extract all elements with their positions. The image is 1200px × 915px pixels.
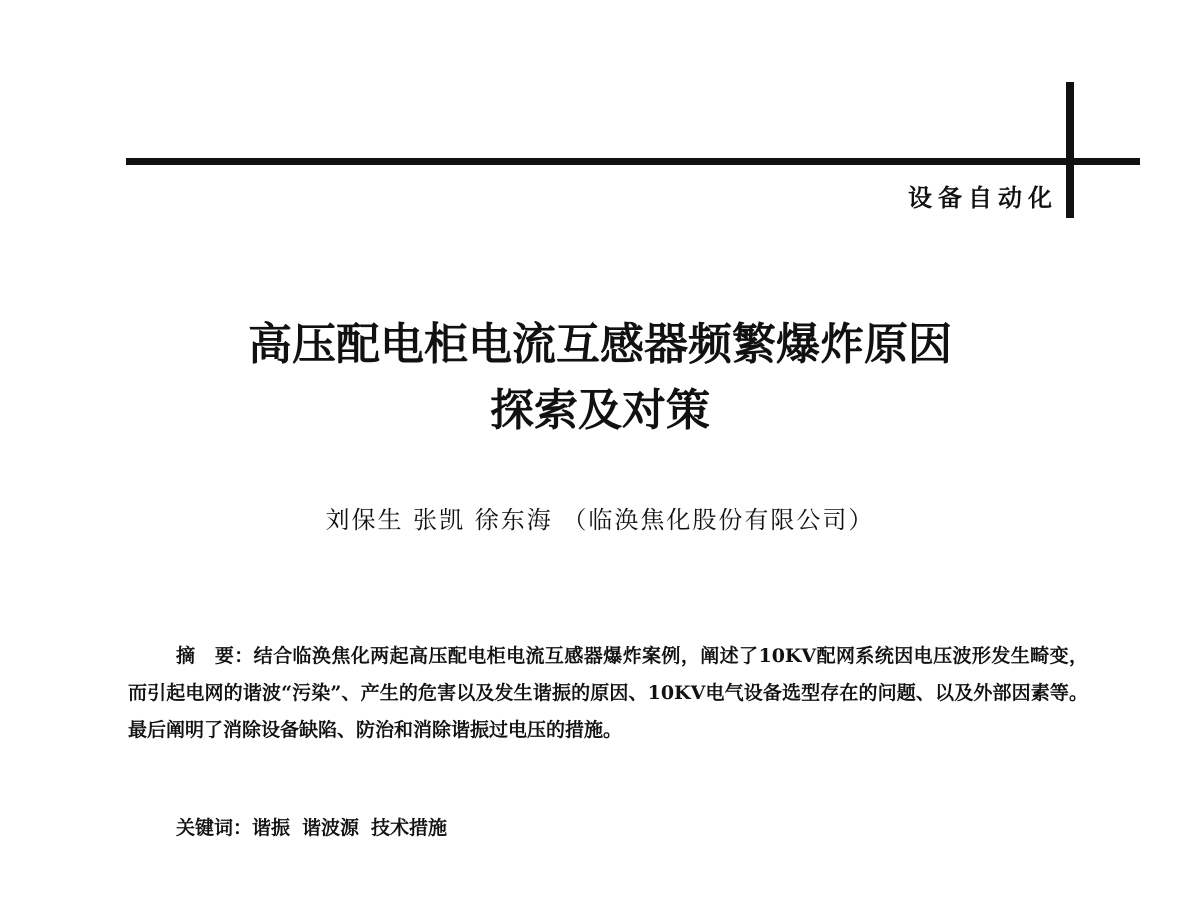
- paper-title-line-1: 高压配电柜电流互感器频繁爆炸原因: [248, 319, 952, 370]
- keyword-item: 谐波源: [302, 817, 360, 839]
- keywords-list: [252, 817, 459, 839]
- header-rule-horizontal: [126, 158, 1140, 165]
- keywords-label: 关键词：: [176, 817, 253, 839]
- abstract: [128, 638, 1088, 749]
- abstract-label: 摘 要：: [176, 645, 254, 667]
- keywords: [176, 813, 459, 840]
- abstract-text: 结合临涣焦化两起高压配电柜电流互感器爆炸案例，阐述了10KV配网系统因电压波形发生畸变，而引起电网的谐波“污染”、产生的危害以及发生谐振的原因、10KV电气设备选型存在的问题、以及外部因素等。最后阐明了消除设备缺陷、防治和消除谐振过电压的措施。: [128, 645, 1088, 741]
- keyword-item: 谐振: [252, 817, 291, 839]
- paper-title-line-2: 探索及对策: [490, 385, 710, 436]
- keyword-item: 技术措施: [371, 817, 448, 839]
- section-label: 设备自动化: [908, 184, 1058, 212]
- header-rule-vertical: [1066, 82, 1074, 218]
- authors-affiliation: 刘保生 张凯 徐东海 （临涣焦化股份有限公司）: [325, 506, 875, 534]
- paper-title: [0, 312, 1200, 444]
